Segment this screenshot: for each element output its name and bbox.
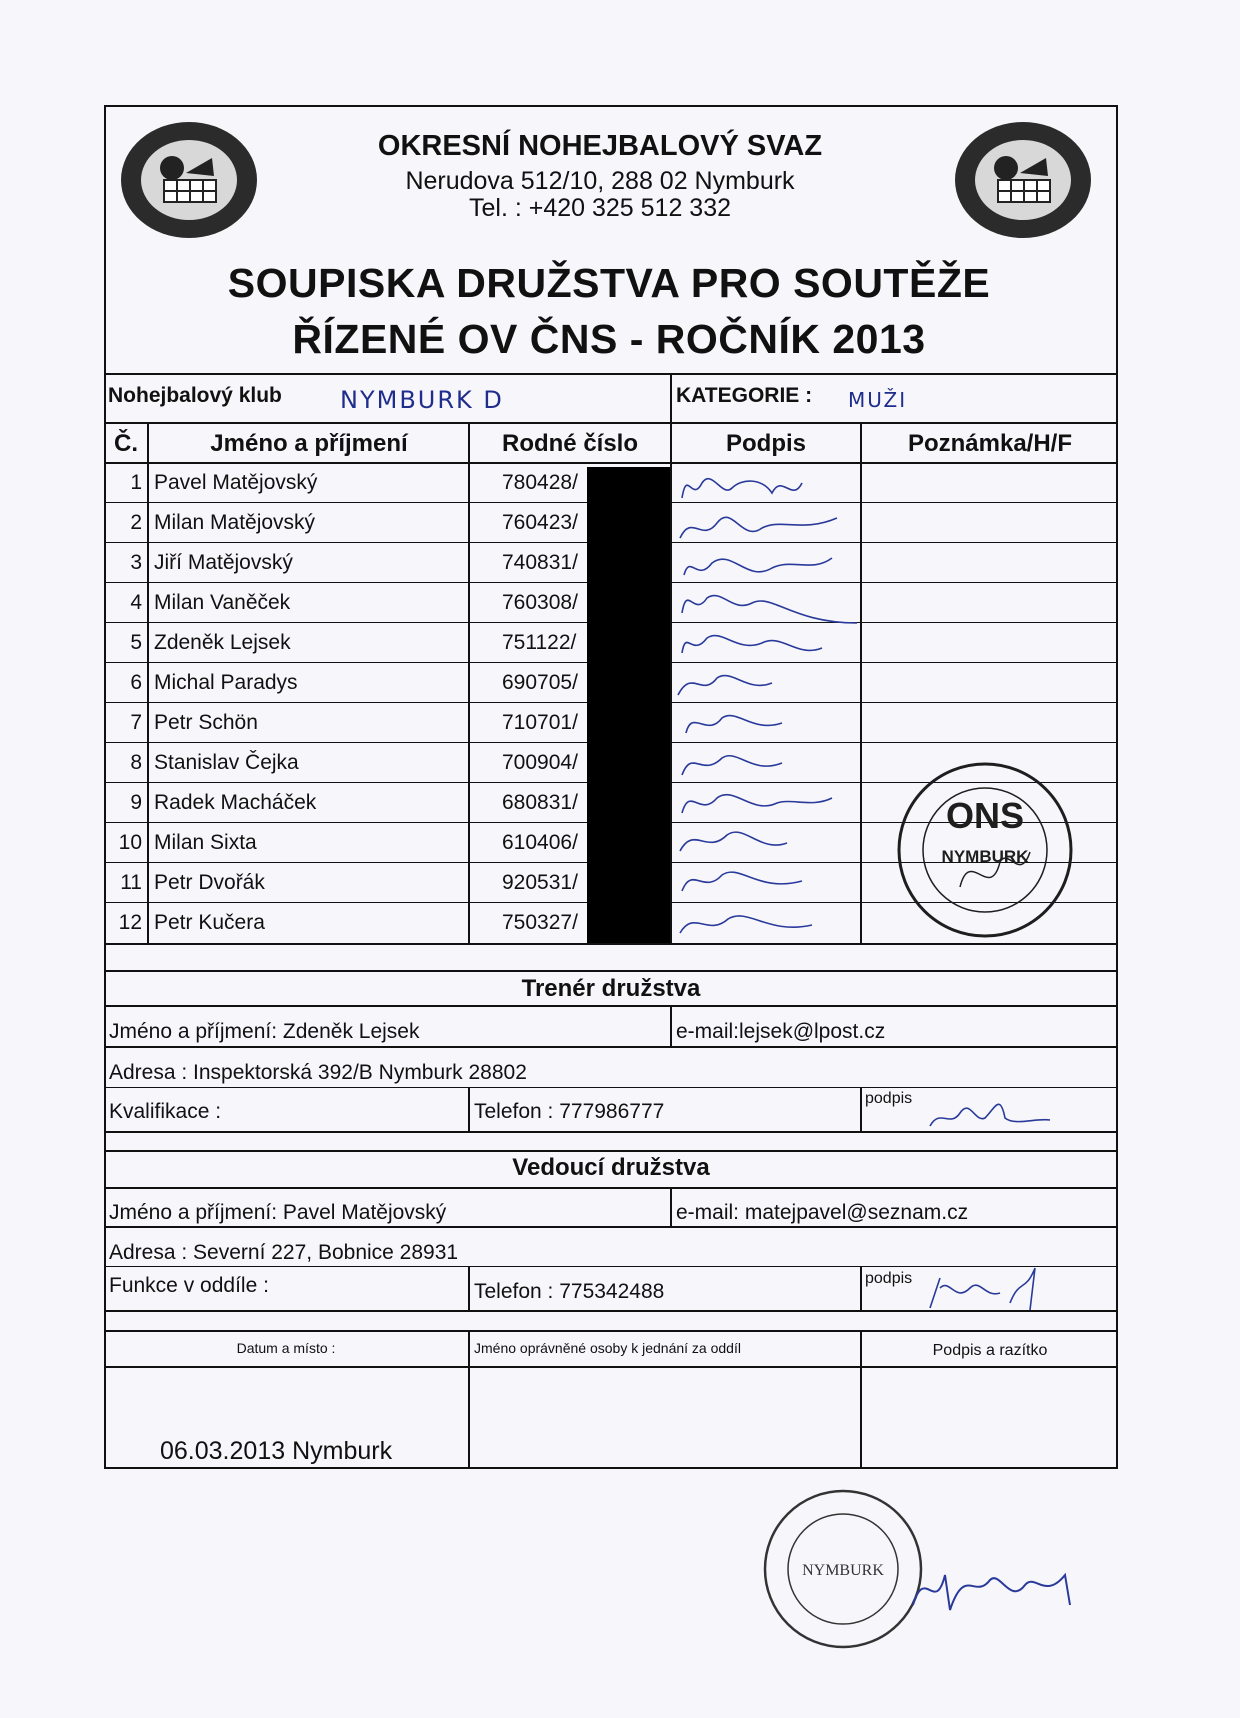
player-birth-number: 750327/: [502, 911, 578, 934]
player-name: Milan Sixta: [154, 831, 257, 854]
player-number: 2: [130, 511, 142, 534]
coach-qualification: Kvalifikace :: [109, 1100, 222, 1123]
coach-phone: Telefon : 777986777: [474, 1100, 665, 1123]
category-value: MUŽI: [848, 388, 908, 412]
nohejbal-logo-right: [948, 118, 1098, 243]
divider: [104, 1005, 1118, 1007]
coach-email: e-mail:lejsek@lpost.cz: [676, 1020, 886, 1043]
category-label: KATEGORIE :: [676, 384, 813, 407]
divider: [104, 1046, 1118, 1048]
player-number: 9: [130, 791, 142, 814]
leader-phone: Telefon : 775342488: [474, 1280, 665, 1303]
ons-stamp-town: NYMBURK: [941, 847, 1029, 866]
player-name: Petr Dvořák: [154, 871, 265, 894]
leader-name: Jméno a příjmení: Pavel Matějovský: [109, 1201, 447, 1224]
divider: [104, 1226, 1118, 1228]
player-number: 11: [120, 871, 142, 894]
redaction-block: [587, 467, 670, 943]
org-address: Nerudova 512/10, 288 02 Nymburk: [405, 167, 795, 195]
coach-section-title: Trenér družstva: [521, 975, 701, 1002]
authorized-person-label: Jméno oprávněné osoby k jednání za oddíl: [474, 1340, 741, 1356]
ons-stamp: [890, 752, 1080, 947]
coach-signature-label: podpis: [865, 1090, 913, 1107]
col-header-name: Jméno a příjmení: [210, 430, 408, 457]
divider: [670, 373, 672, 422]
player-signatures: [672, 463, 872, 943]
coach-signature: [925, 1088, 1055, 1132]
player-number: 1: [130, 471, 142, 494]
club-label: Nohejbalový klub: [108, 384, 282, 407]
ons-stamp-title: ONS: [945, 795, 1025, 836]
player-name: Petr Schön: [154, 711, 258, 734]
divider: [104, 373, 1118, 375]
divider: [670, 1187, 672, 1226]
divider: [104, 462, 1118, 464]
col-header-signature: Podpis: [725, 430, 806, 457]
player-birth-number: 680831/: [502, 791, 578, 814]
nohejbal-logo-left: [114, 118, 264, 243]
leader-signature-label: podpis: [865, 1270, 913, 1287]
leader-address: Adresa : Severní 227, Bobnice 28931: [109, 1241, 459, 1264]
player-name: Milan Vaněček: [154, 591, 291, 614]
player-birth-number: 920531/: [502, 871, 578, 894]
player-number: 12: [118, 911, 142, 934]
player-name: Stanislav Čejka: [154, 751, 299, 774]
col-header-note: Poznámka/H/F: [907, 430, 1073, 457]
player-number: 10: [118, 831, 142, 854]
player-birth-number: 780428/: [502, 471, 578, 494]
org-phone: Tel. : +420 325 512 332: [468, 194, 732, 222]
coach-address: Adresa : Inspektorská 392/B Nymburk 28802: [109, 1061, 527, 1084]
player-number: 5: [130, 631, 142, 654]
form-title-line1: SOUPISKA DRUŽSTVA PRO SOUTĚŽE: [227, 260, 991, 306]
form-title-line2: ŘÍZENÉ OV ČNS - ROČNÍK 2013: [292, 316, 926, 362]
player-birth-number: 760423/: [502, 511, 578, 534]
divider: [860, 1266, 862, 1310]
leader-signature: [925, 1248, 1075, 1312]
player-birth-number: 700904/: [502, 751, 578, 774]
player-number: 7: [130, 711, 142, 734]
player-birth-number: 740831/: [502, 551, 578, 574]
player-number: 6: [130, 671, 142, 694]
divider: [147, 422, 149, 943]
player-birth-number: 751122/: [502, 631, 577, 654]
player-number: 4: [130, 591, 142, 614]
divider: [860, 1087, 862, 1131]
player-birth-number: 610406/: [502, 831, 578, 854]
player-number: 3: [130, 551, 142, 574]
player-birth-number: 690705/: [502, 671, 578, 694]
player-name: Radek Macháček: [154, 791, 317, 814]
player-name: Milan Matějovský: [154, 511, 316, 534]
divider: [104, 1150, 1118, 1152]
divider: [104, 1366, 1118, 1368]
player-name: Pavel Matějovský: [154, 471, 318, 494]
divider: [468, 1266, 470, 1310]
date-place-value: 06.03.2013 Nymburk: [160, 1437, 393, 1465]
player-name: Petr Kučera: [154, 911, 265, 934]
association-signature: [905, 1545, 1085, 1625]
player-name: Michal Paradys: [154, 671, 298, 694]
player-name: Jiří Matějovský: [154, 551, 293, 574]
divider: [104, 1330, 1118, 1332]
divider: [104, 1187, 1118, 1189]
player-birth-number: 710701/: [502, 711, 578, 734]
divider: [468, 422, 470, 943]
col-header-birth-number: Rodné číslo: [501, 430, 639, 457]
divider: [104, 422, 1118, 424]
divider: [468, 1330, 470, 1469]
date-place-label: Datum a místo :: [236, 1340, 336, 1356]
divider: [670, 1005, 672, 1046]
player-name: Zdeněk Lejsek: [154, 631, 291, 654]
divider: [104, 970, 1118, 972]
club-value: NYMBURK D: [340, 386, 504, 414]
leader-function: Funkce v oddíle :: [109, 1274, 269, 1297]
player-birth-number: 760308/: [502, 591, 578, 614]
coach-name: Jméno a příjmení: Zdeněk Lejsek: [109, 1020, 420, 1043]
col-header-number: Č.: [114, 430, 138, 457]
leader-section-title: Vedoucí družstva: [512, 1154, 710, 1181]
divider: [468, 1087, 470, 1131]
org-name: OKRESNÍ NOHEJBALOVÝ SVAZ: [377, 130, 823, 162]
signature-stamp-label: Podpis a razítko: [932, 1342, 1048, 1359]
association-stamp-town: NYMBURK: [802, 1562, 884, 1579]
player-number: 8: [130, 751, 142, 774]
leader-email: e-mail: matejpavel@seznam.cz: [676, 1201, 969, 1224]
